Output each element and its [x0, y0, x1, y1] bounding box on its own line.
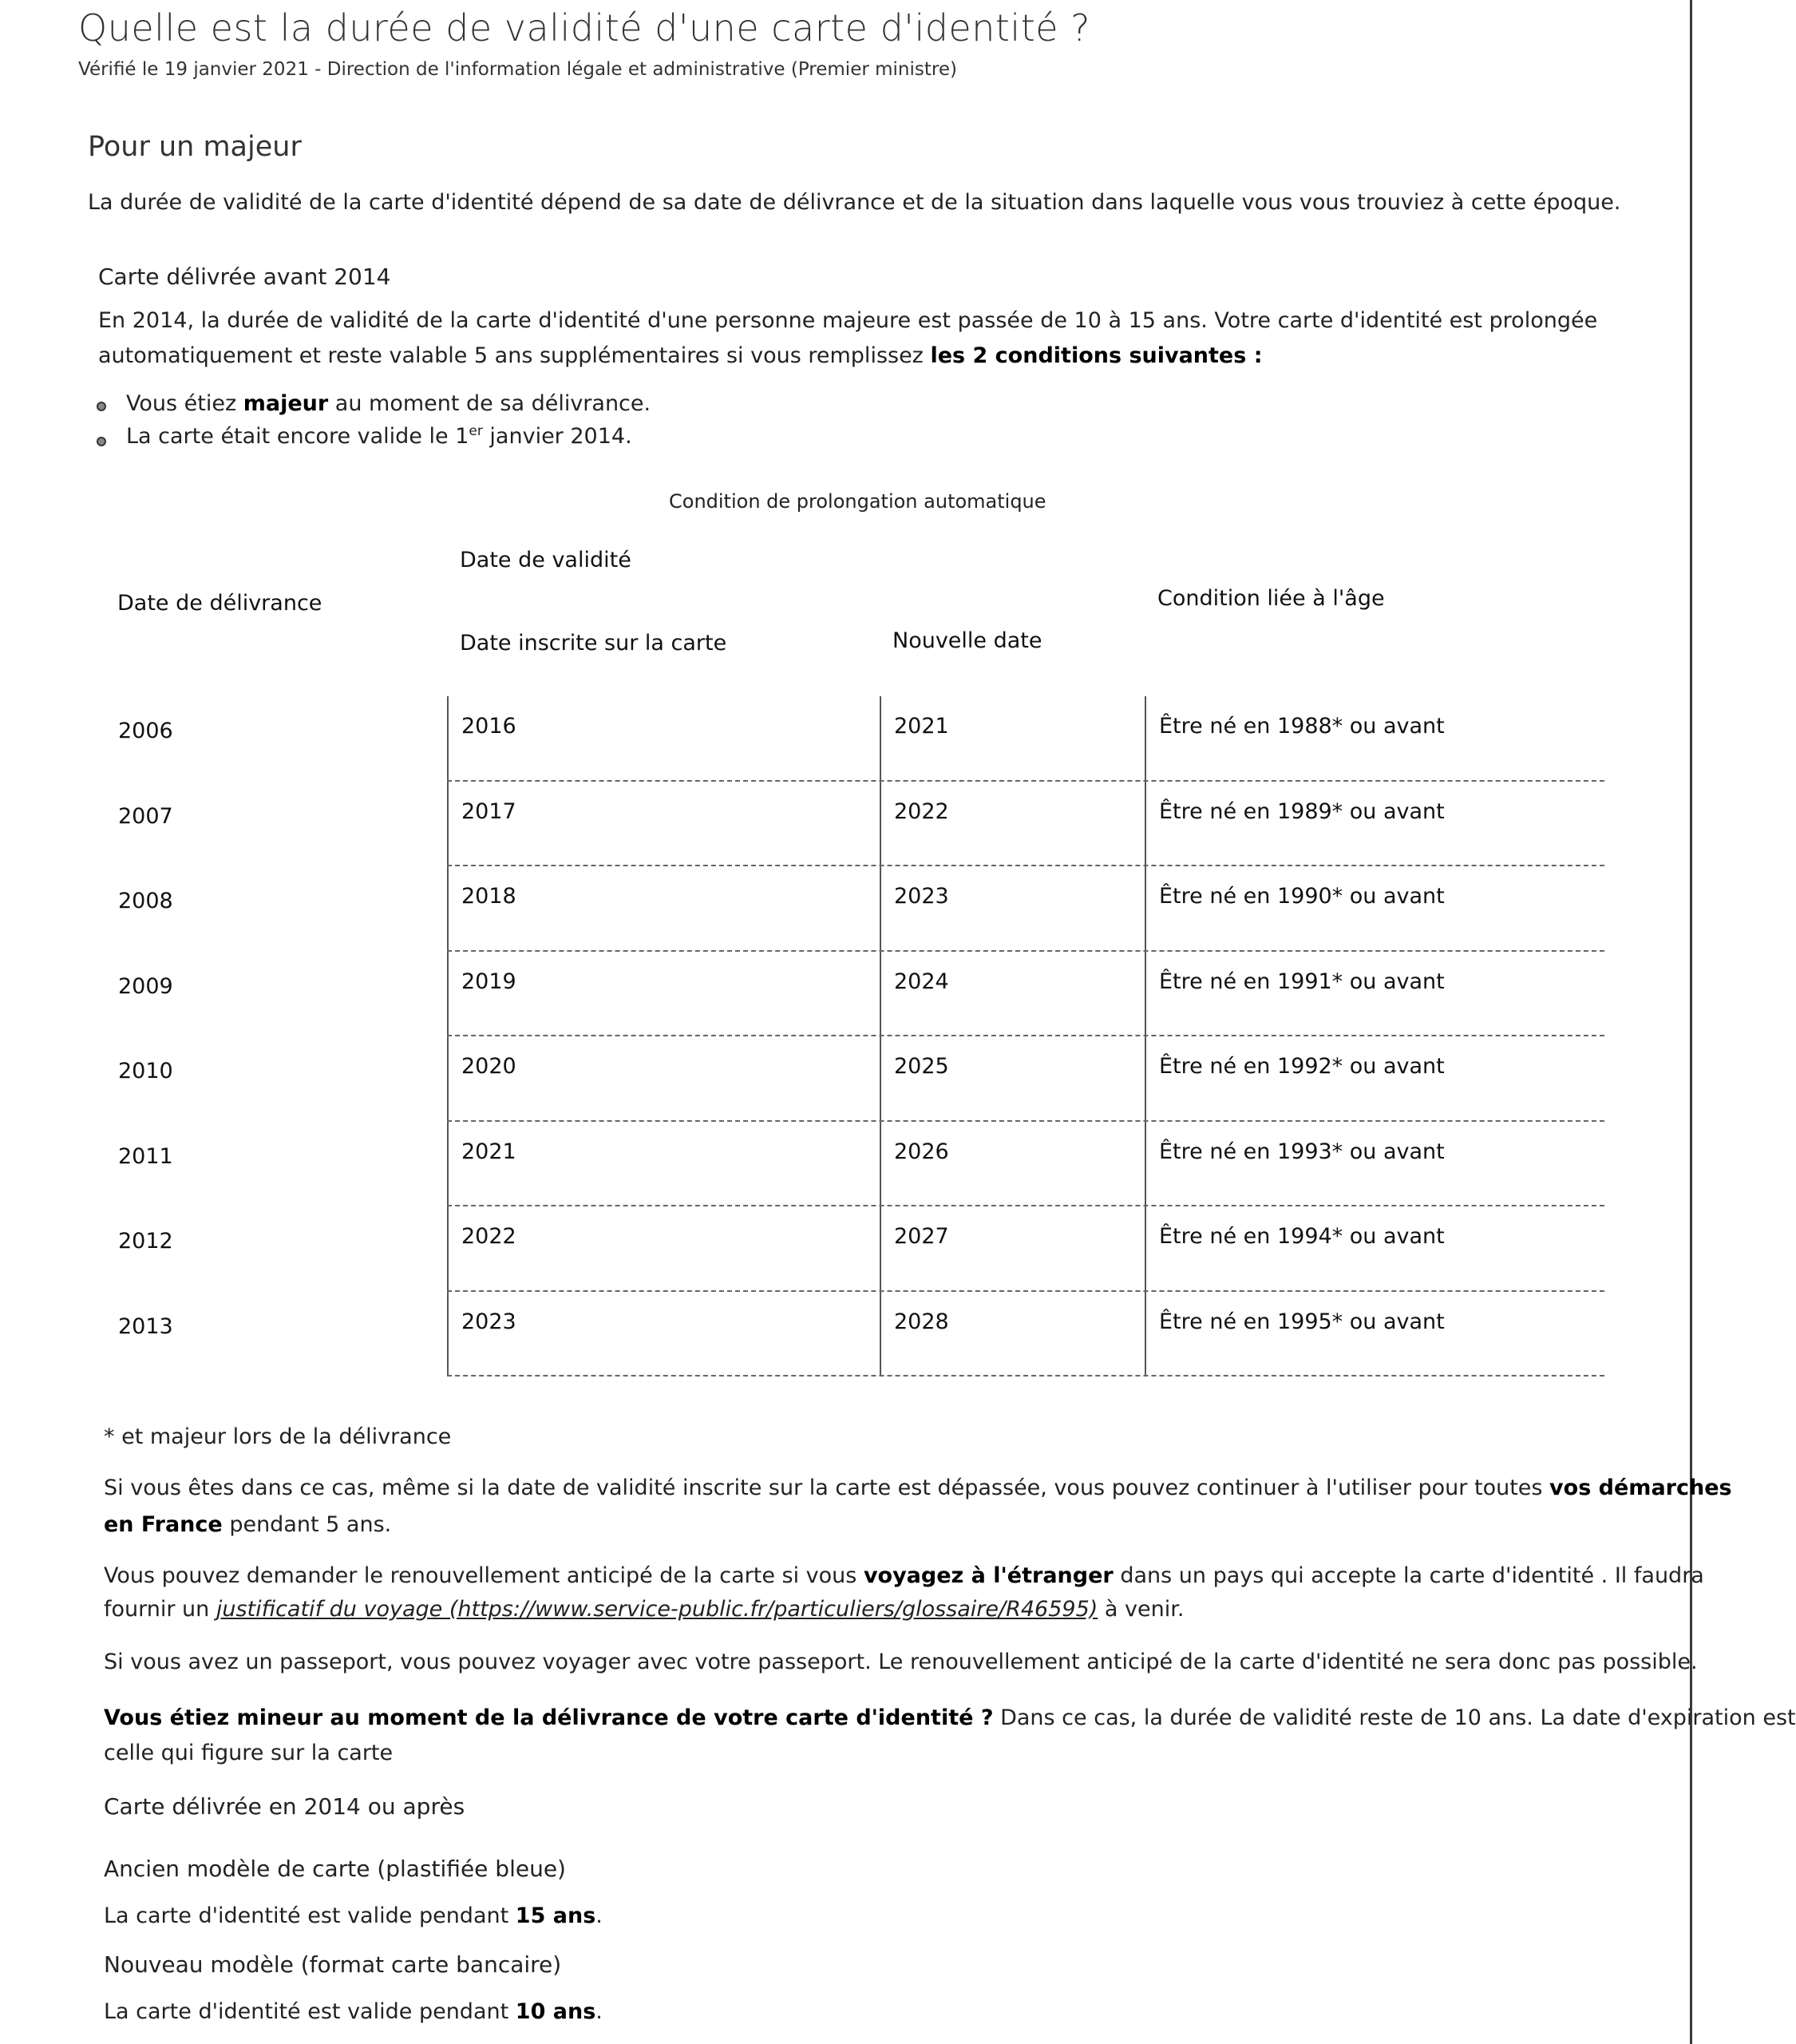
cell-age-condition: Être né en 1995* ou avant [1159, 1309, 1445, 1334]
condition-bullet-1: Vous étiez majeur au moment de sa délivrance. [126, 391, 651, 416]
cell-age-condition: Être né en 1988* ou avant [1159, 714, 1445, 739]
cell-age-condition: Être né en 1992* ou avant [1159, 1054, 1445, 1079]
cell-printed-date: 2018 [461, 884, 516, 909]
footnote: * et majeur lors de la délivrance [104, 1424, 452, 1449]
cell-delivery-year: 2007 [118, 803, 173, 829]
table-column-divider [447, 952, 449, 1036]
section-heading: Pour un majeur [88, 131, 302, 163]
travel-proof-link[interactable]: justificatif du voyage (https://www.service-public.fr/particuliers/glossaire/R46595) [216, 1597, 1098, 1622]
table-column-divider [447, 1036, 449, 1120]
table-row-divider [447, 780, 1604, 782]
header-printed-date: Date inscrite sur la carte [460, 631, 727, 656]
table-column-divider [880, 696, 881, 780]
cell-printed-date: 2022 [461, 1224, 516, 1249]
cell-new-date: 2024 [894, 969, 949, 994]
table-row-divider [447, 1035, 1604, 1036]
cell-printed-date: 2020 [461, 1054, 516, 1079]
table-column-divider [1145, 1122, 1146, 1206]
page-title: Quelle est la durée de validité d'une carte d'identité ? [78, 6, 1091, 50]
after-2014-heading: Carte délivrée en 2014 ou après [104, 1793, 465, 1820]
cell-new-date: 2023 [894, 884, 949, 909]
new-model-heading: Nouveau modèle (format carte bancaire) [104, 1951, 562, 1978]
abroad-para-line1: Vous pouvez demander le renouvellement anticipé de la carte si vous voyagez à l'étranger dans un pays qui accepte la carte d'identité . Il faudra [104, 1563, 1704, 1588]
cell-printed-date: 2017 [461, 798, 516, 824]
cell-printed-date: 2016 [461, 714, 516, 739]
before-2014-para-line2: automatiquement et reste valable 5 ans supplémentaires si vous remplissez les 2 conditions suivantes : [98, 343, 1263, 368]
old-model-text: La carte d'identité est valide pendant 15 ans. [104, 1903, 603, 1928]
table-column-divider [447, 1292, 449, 1376]
france-para-line2: en France pendant 5 ans. [104, 1512, 392, 1537]
old-model-heading: Ancien modèle de carte (plastifiée bleue) [104, 1856, 566, 1882]
table-column-divider [880, 1036, 881, 1120]
table-column-divider [880, 1122, 881, 1206]
table-column-divider [1145, 1292, 1146, 1376]
header-new-date: Nouvelle date [892, 628, 1042, 653]
table-caption: Condition de prolongation automatique [669, 490, 1046, 513]
table-row-divider [447, 865, 1604, 866]
cell-delivery-year: 2010 [118, 1059, 173, 1083]
cell-age-condition: Être né en 1993* ou avant [1159, 1139, 1445, 1164]
table-column-divider [880, 952, 881, 1036]
cell-new-date: 2026 [894, 1139, 949, 1164]
cell-age-condition: Être né en 1994* ou avant [1159, 1224, 1445, 1249]
cell-new-date: 2028 [894, 1309, 949, 1334]
abroad-para-line2: fournir un justificatif du voyage (https://www.service-public.fr/particuliers/glossaire/R46595) à venir. [104, 1597, 1185, 1622]
cell-new-date: 2027 [894, 1224, 949, 1249]
verification-meta: Vérifié le 19 janvier 2021 - Direction de l'information légale et administrative (Premier ministre) [78, 59, 957, 80]
table-column-divider [880, 1292, 881, 1376]
cell-age-condition: Être né en 1989* ou avant [1159, 798, 1445, 824]
header-validity-date: Date de validité [460, 548, 631, 572]
table-column-divider [880, 866, 881, 950]
bullet-icon [97, 437, 106, 446]
table-row-divider [447, 1290, 1604, 1292]
table-column-divider [1145, 696, 1146, 780]
cell-printed-date: 2019 [461, 969, 516, 994]
cell-delivery-year: 2008 [118, 889, 173, 913]
before-2014-heading: Carte délivrée avant 2014 [98, 263, 391, 290]
table-column-divider [1145, 1036, 1146, 1120]
cell-delivery-year: 2006 [118, 719, 173, 743]
cell-new-date: 2025 [894, 1054, 949, 1079]
cell-new-date: 2022 [894, 798, 949, 824]
scan-edge-line [1690, 0, 1692, 2044]
cell-delivery-year: 2009 [118, 973, 173, 999]
table-row-divider [447, 950, 1604, 952]
table-column-divider [880, 1206, 881, 1290]
table-row-divider [447, 1120, 1604, 1122]
table-column-divider [1145, 952, 1146, 1036]
cell-delivery-year: 2012 [118, 1229, 173, 1254]
table-column-divider [447, 782, 449, 866]
france-para-line1: Si vous êtes dans ce cas, même si la date de validité inscrite sur la carte est dépassée, vous pouvez continuer à l'utiliser pour toutes vos démarches [104, 1476, 1732, 1500]
cell-age-condition: Être né en 1990* ou avant [1159, 884, 1445, 909]
table-column-divider [1145, 782, 1146, 866]
minor-para-line1: Vous étiez mineur au moment de la délivrance de votre carte d'identité ? Dans ce cas, la durée de validité reste de 10 ans. La date d'expiration est [104, 1705, 1796, 1730]
cell-printed-date: 2023 [461, 1309, 516, 1334]
cell-delivery-year: 2013 [118, 1313, 173, 1339]
header-delivery-date: Date de délivrance [117, 591, 322, 616]
table-row-divider [447, 1375, 1604, 1377]
table-column-divider [447, 1206, 449, 1290]
minor-para-line2: celle qui figure sur la carte [104, 1741, 394, 1765]
passport-para: Si vous avez un passeport, vous pouvez voyager avec votre passeport. Le renouvellement anticipé de la carte d'identité ne sera donc pas possible. [104, 1650, 1698, 1674]
table-row-divider [447, 1205, 1604, 1206]
table-column-divider [447, 866, 449, 950]
table-column-divider [1145, 866, 1146, 950]
cell-printed-date: 2021 [461, 1139, 516, 1164]
cell-new-date: 2021 [894, 714, 949, 739]
cell-delivery-year: 2011 [118, 1143, 173, 1169]
table-column-divider [880, 782, 881, 866]
intro-paragraph: La durée de validité de la carte d'identité dépend de sa date de délivrance et de la situation dans laquelle vous vous trouviez à cette époque. [88, 190, 1621, 215]
table-column-divider [447, 696, 449, 780]
condition-bullet-2: La carte était encore valide le 1er janvier 2014. [126, 423, 632, 449]
cell-age-condition: Être né en 1991* ou avant [1159, 969, 1445, 994]
new-model-text: La carte d'identité est valide pendant 10 ans. [104, 1999, 603, 2024]
header-age-condition: Condition liée à l'âge [1157, 586, 1385, 611]
table-column-divider [1145, 1206, 1146, 1290]
bullet-icon [97, 402, 106, 411]
table-column-divider [447, 1122, 449, 1206]
before-2014-para-line1: En 2014, la durée de validité de la carte d'identité d'une personne majeure est passée de 10 à 15 ans. Votre carte d'identité est prolongée [98, 308, 1598, 333]
